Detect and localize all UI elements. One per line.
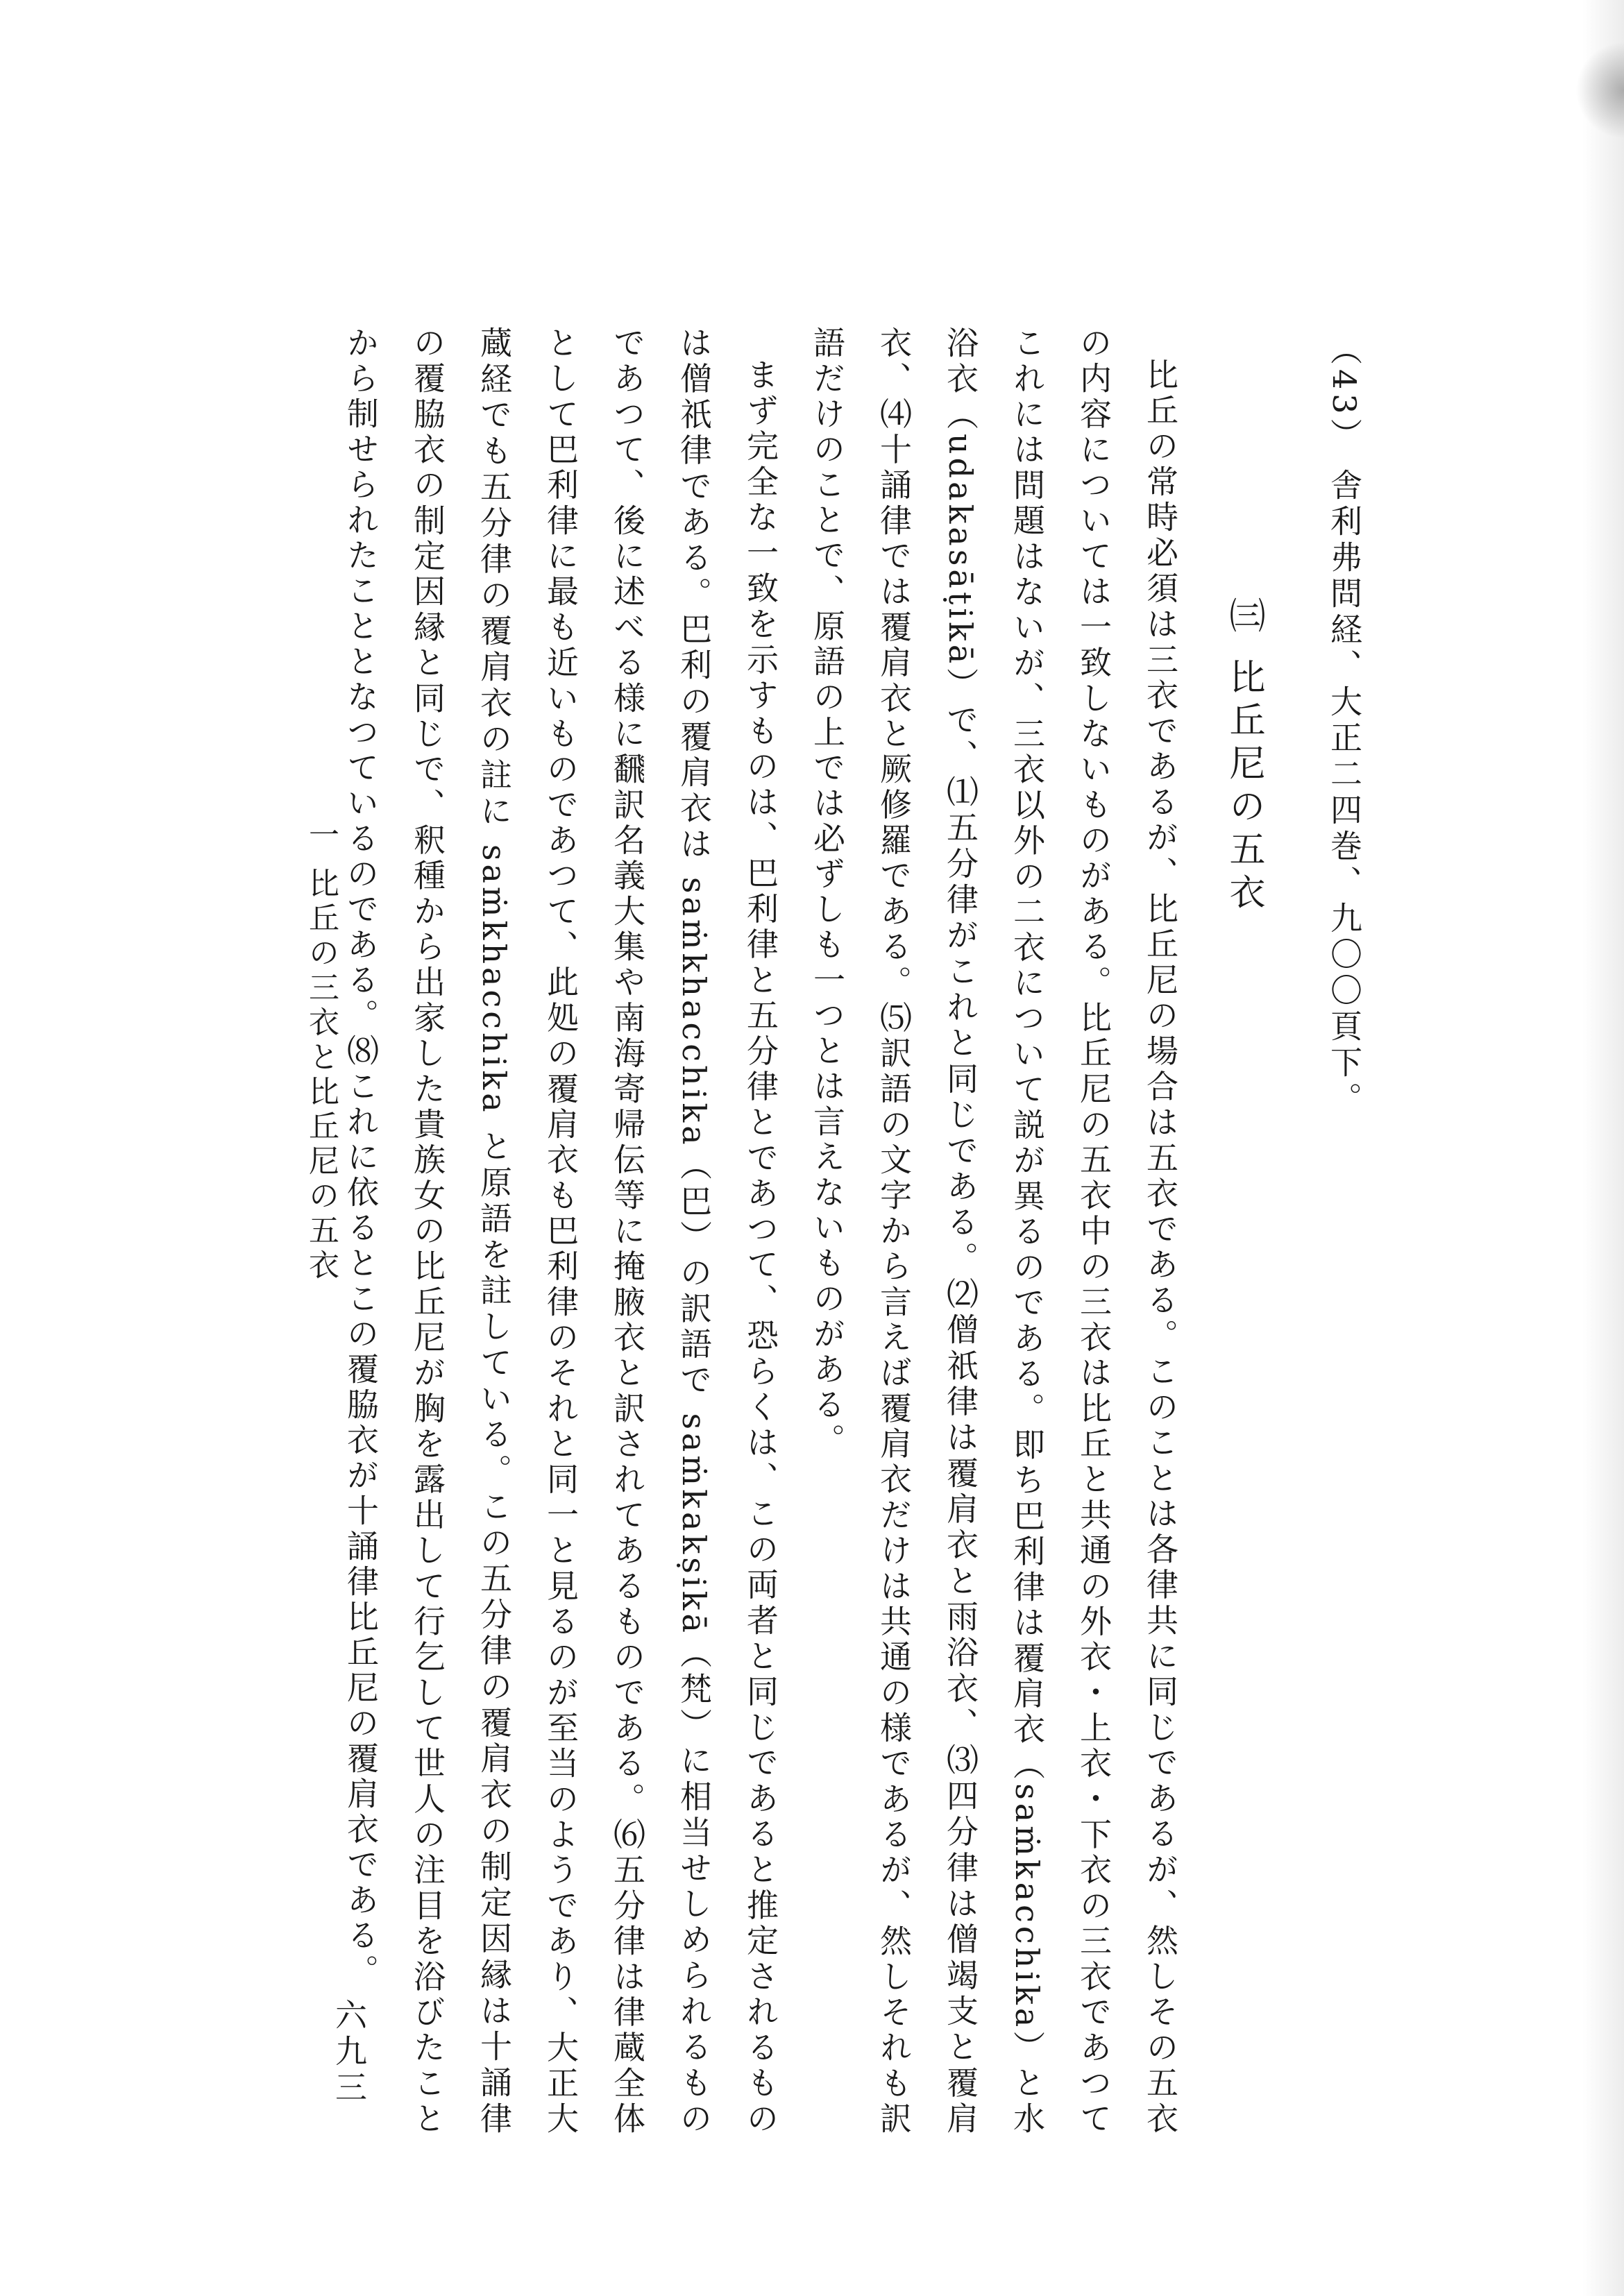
footnote-43: （43） 舎利弗問経、大正二四巻、九〇〇頁下。 [1326, 333, 1363, 1119]
running-footer: 一 比丘の三衣と比丘尼の五衣 [303, 819, 339, 1284]
scan-edge-shadow [1582, 0, 1624, 2296]
paragraph-2: まず完全な一致を示すものは、巴利律と五分律とであつて、恐らくは、この両者と同じであると推定されるものは僧祇律である。巴利の覆肩衣は saṁkhacchika（巴）の訳語で saṁkakṣikā（梵）に相当せしめられるものであつて、後に述べる様に飜訳名義大集や南海寄帰伝等に掩腋衣と訳されてあるものである。⑹五分律は律蔵全体として巴利律に最も近いものであつて、此処の覆肩衣も巴利律のそれと同一と見るのが至当のようであり、大正大蔵経でも五分律の覆肩衣の註に saṁkhacchika と原語を註している。この五分律の覆肩衣の制定因縁は十誦律の覆脇衣の制定因縁と同じで、釈種から出家した貴族女の比丘尼が胸を露出して行乞して世人の注目を浴びたことから制せられたこととなつているのである。⑻これに依るとこの覆脇衣が十誦律比丘尼の覆肩衣である。 [342, 326, 779, 2138]
section-title: ㈢ 比丘尼の五衣 [1223, 597, 1264, 917]
scan-corner-mark [1575, 42, 1624, 139]
paragraph-1: 比丘の常時必須は三衣であるが、比丘尼の場合は五衣である。このことは各律共に同じであるが、然しその五衣の内容については一致しないものがある。比丘尼の五衣中の三衣は比丘と共通の外衣・上衣・下衣の三衣であつてこれには問題はないが、三衣以外の二衣について説が異るのである。即ち巴利律は覆肩衣（saṁkacchika）と水浴衣（udakasāṭikā）で、⑴五分律がこれと同じである。⑵僧祇律は覆肩衣と雨浴衣、⑶四分律は僧竭支と覆肩衣、⑷十誦律では覆肩衣と厥修羅である。⑸訳語の文字から言えば覆肩衣だけは共通の様であるが、然しそれも訳語だけのことで、原語の上では必ずしも一つとは言えないものがある。 [809, 326, 1179, 2138]
body-text [328, 326, 1194, 2137]
page-number: 六九三 [330, 1998, 368, 2107]
